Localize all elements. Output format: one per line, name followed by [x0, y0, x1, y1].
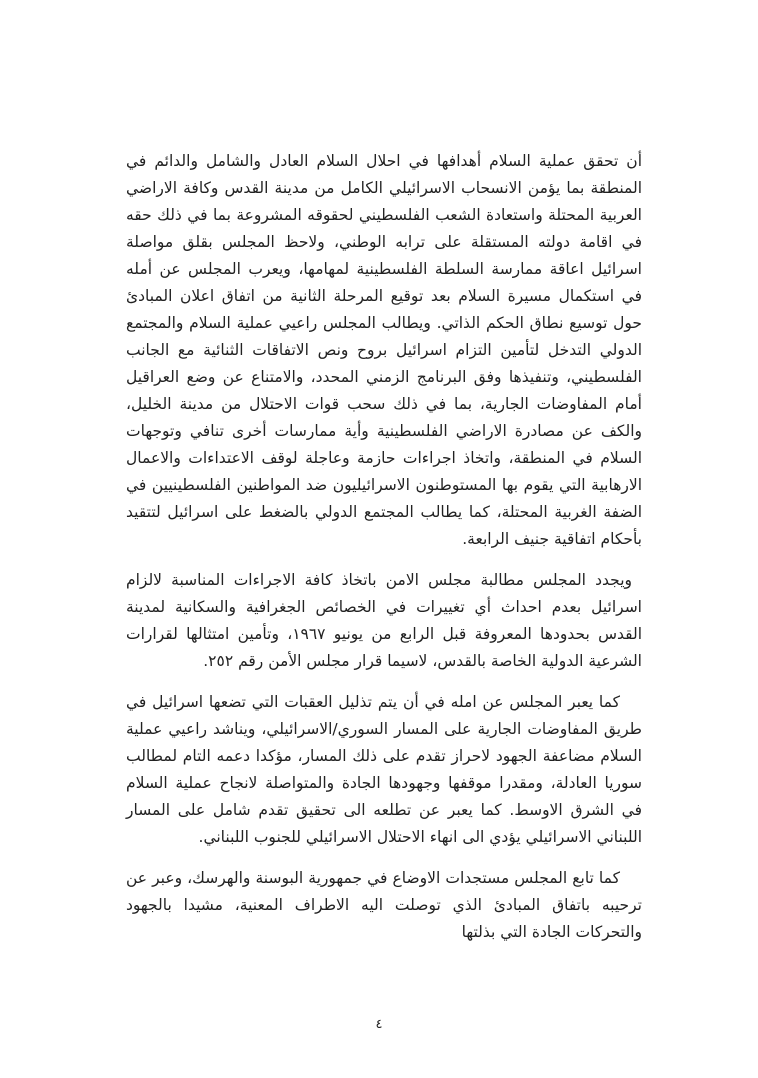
paragraph-peace-process: أن تحقق عملية السلام أهدافها في احلال السلام العادل والشامل والدائم في المنطقة بما يؤمن الانسحاب الاسرائيلي الكامل من مدينة القدس وكافة الاراضي العربية المحتلة واستعادة الشعب الفلسطيني لحقوقه المشروعة بما في ذلك حقه في اقامة دولته المستقلة على ترابه الوطني، ولاحظ المجلس بقلق مواصلة اسرائيل اعاقة ممارسة السلطة الفلسطينية لمهامها، ويعرب المجلس عن أمله في استكمال مسيرة السلام بعد توقيع المرحلة الثانية من اتفاق اعلان المبادئ حول توسيع نطاق الحكم الذاتي. ويطالب المجلس راعيي عملية السلام والمجتمع الدولي التدخل لتأمين التزام اسرائيل بروح ونص الاتفاقات الثنائية مع الجانب الفلسطيني، وتنفيذها وفق البرنامج الزمني المحدد، والامتناع عن وضع العراقيل أمام المفاوضات الجارية، بما في ذلك سحب قوات الاحتلال من مدينة الخليل، والكف عن مصادرة الاراضي الفلسطينية وأية ممارسات أخرى تنافي وتوجهات السلام في المنطقة، واتخاذ اجراءات حازمة وعاجلة لوقف الاعتداءات والاعمال الارهابية التي يقوم بها المستوطنون الاسرائيليون ضد المواطنين الفلسطينيين في الضفة الغربية المحتلة، كما يطالب المجتمع الدولي بالضغط على اسرائيل لتتقيد بأحكام اتفاقية جنيف الرابعة.: [126, 152, 642, 548]
paragraph-bosnia: كما تابع المجلس مستجدات الاوضاع في جمهورية البوسنة والهرسك، وعبر عن ترحيبه باتفاق المبادئ الذي توصلت اليه الاطراف المعنية، مشيدا بالجهود والتحركات الجادة التي بذلتها: [126, 869, 642, 941]
paragraph-syrian-lebanese-track: كما يعبر المجلس عن امله في أن يتم تذليل العقبات التي تضعها اسرائيل في طريق المفاوضات الجارية على المسار السوري/الاسرائيلي، ويناشد راعيي عملية السلام مضاعفة الجهود لاحراز تقدم على ذلك المسار، مؤكدا دعمه التام لمطالب سوريا العادلة، ومقدرا موقفها وجهودها الجادة والمتواصلة لانجاح عملية السلام في الشرق الاوسط. كما يعبر عن تطلعه الى تحقيق تقدم شامل على المسار اللبناني الاسرائيلي يؤدي الى انهاء الاحتلال الاسرائيلي للجنوب اللبناني.: [126, 693, 642, 846]
body-text-block: [126, 148, 642, 960]
paragraph-jerusalem-resolution: ويجدد المجلس مطالبة مجلس الامن باتخاذ كافة الاجراءات المناسبة لالزام اسرائيل بعدم احداث أي تغييرات في الخصائص الجغرافية والسكانية لمدينة القدس بحدودها المعروفة قبل الرابع من يونيو ١٩٦٧، وتأمين امتثالها لقرارات الشرعية الدولية الخاصة بالقدس، لاسيما قرار مجلس الأمن رقم ٢٥٢.: [126, 571, 642, 670]
page-number: ٤: [375, 1017, 383, 1032]
